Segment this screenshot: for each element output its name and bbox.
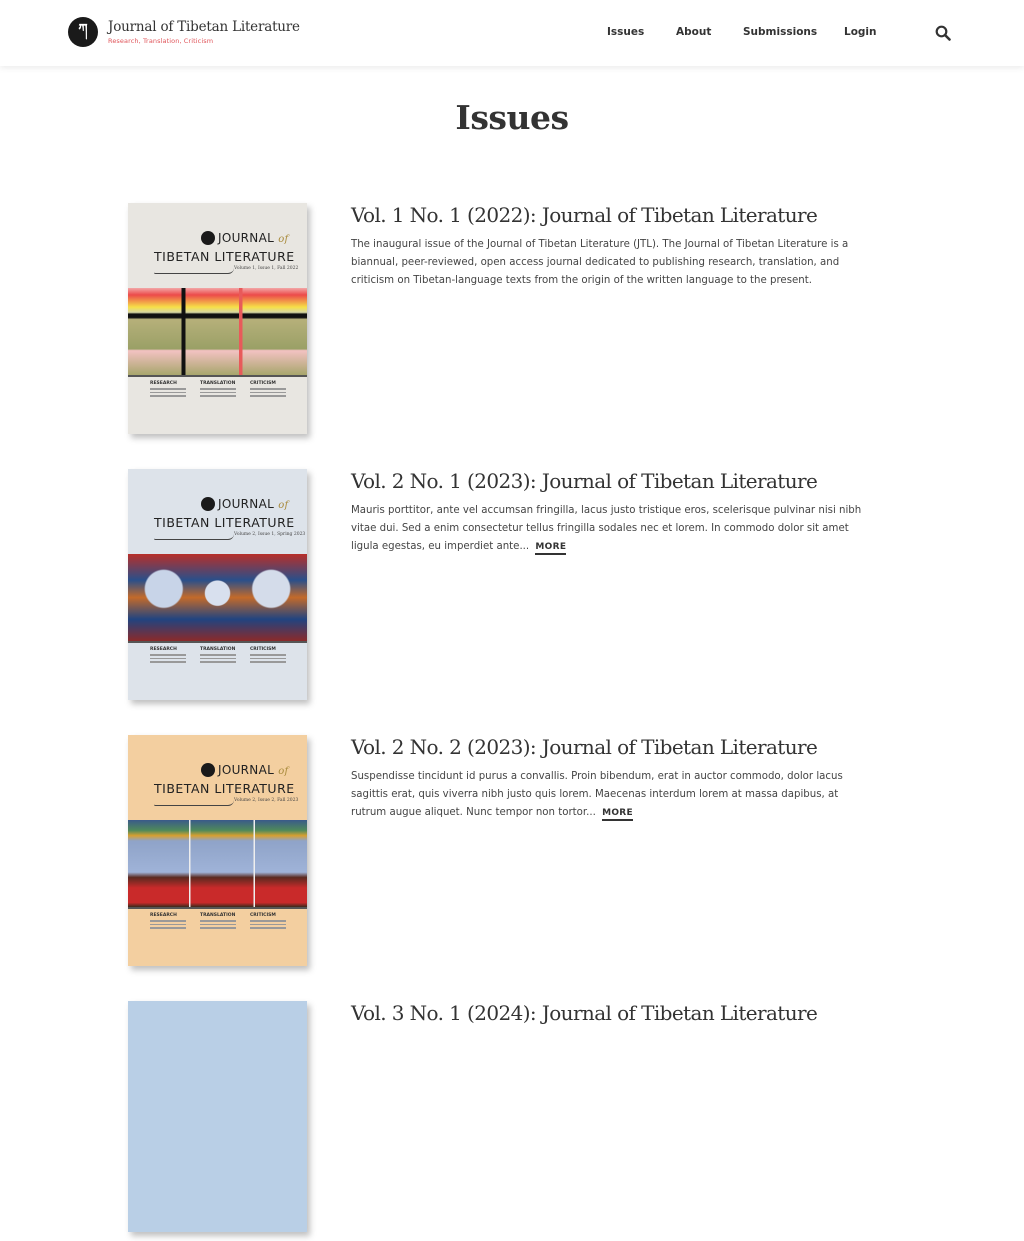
page-title: Issues (455, 98, 569, 137)
issue-cover[interactable]: JOURNAL of TIBETAN LITERATURE Volume 1, Issue 1, Fall 2022 RESEARCH TRANSLATION CRITICISM (128, 203, 307, 434)
issue-title-link[interactable]: Vol. 2 No. 2 (2023): Journal of Tibetan Literature (351, 735, 818, 759)
journal-logo-icon: ཀ (68, 17, 98, 47)
search-button[interactable] (935, 25, 953, 43)
site-header (0, 0, 1024, 66)
cover-logo-icon (201, 497, 215, 511)
issue-cover[interactable]: JOURNAL of TIBETAN LITERATURE Volume 2, Issue 2, Fall 2023 RESEARCH TRANSLATION CRITICISM (128, 735, 307, 966)
cover-artwork (128, 288, 307, 377)
nav-issues[interactable]: Issues (607, 26, 645, 38)
brand-subtitle: Research, Translation, Criticism (108, 36, 214, 45)
issue-description: Mauris porttitor, ante vel accumsan fringilla, lacus justo tristique eros, scelerisque pulvinar nisi nibh vitae dui. Sed a enim consectetur tellus fringilla sodales nec et lorem. In commodo dolor sit amet ligula egestas, eu imperdiet ante... MORE (351, 502, 871, 556)
more-link[interactable]: MORE (602, 808, 633, 821)
site-brand[interactable] (68, 17, 300, 47)
nav-submissions[interactable]: Submissions (743, 26, 818, 38)
cover-logo-icon (201, 231, 215, 245)
nav-about[interactable]: About (676, 26, 712, 38)
tibetan-script-decoration (154, 534, 234, 540)
brand-title: Journal of Tibetan Literature (108, 18, 300, 35)
tibetan-script-decoration (154, 268, 234, 274)
issue-title-link[interactable]: Vol. 3 No. 1 (2024): Journal of Tibetan Literature (351, 1001, 818, 1025)
issue-description: Suspendisse tincidunt id purus a convallis. Proin bibendum, erat in auctor commodo, dolor lacus sagittis erat, quis viverra nibh justo quis lorem. Maecenas interdum lorem at massa dapibus, at rutrum augue aliquet. Nunc tempor non tortor... MORE (351, 768, 871, 822)
search-icon (935, 25, 951, 41)
issue-description: The inaugural issue of the Journal of Tibetan Literature (JTL). The Journal of Tibetan Literature is a biannual, peer-reviewed, open access journal dedicated to publishing research, translation, and criticism on Tibetan-language texts from the origin of the written language to the present. (351, 239, 849, 286)
nav-login[interactable]: Login (844, 26, 877, 38)
issue-item (128, 1001, 868, 1241)
issue-item (128, 203, 868, 443)
issue-cover[interactable] (128, 1001, 307, 1232)
more-link[interactable]: MORE (535, 542, 566, 555)
issue-title-link[interactable]: Vol. 2 No. 1 (2023): Journal of Tibetan Literature (351, 469, 818, 493)
issue-cover[interactable]: JOURNAL of TIBETAN LITERATURE Volume 2, Issue 1, Spring 2023 RESEARCH TRANSLATION CRITICISM (128, 469, 307, 700)
cover-artwork (128, 820, 307, 909)
issue-title-link[interactable]: Vol. 1 No. 1 (2022): Journal of Tibetan Literature (351, 203, 818, 227)
tibetan-script-decoration (154, 800, 234, 806)
issue-item (128, 735, 868, 975)
cover-logo-icon (201, 763, 215, 777)
cover-artwork (128, 554, 307, 643)
issue-item (128, 469, 868, 709)
